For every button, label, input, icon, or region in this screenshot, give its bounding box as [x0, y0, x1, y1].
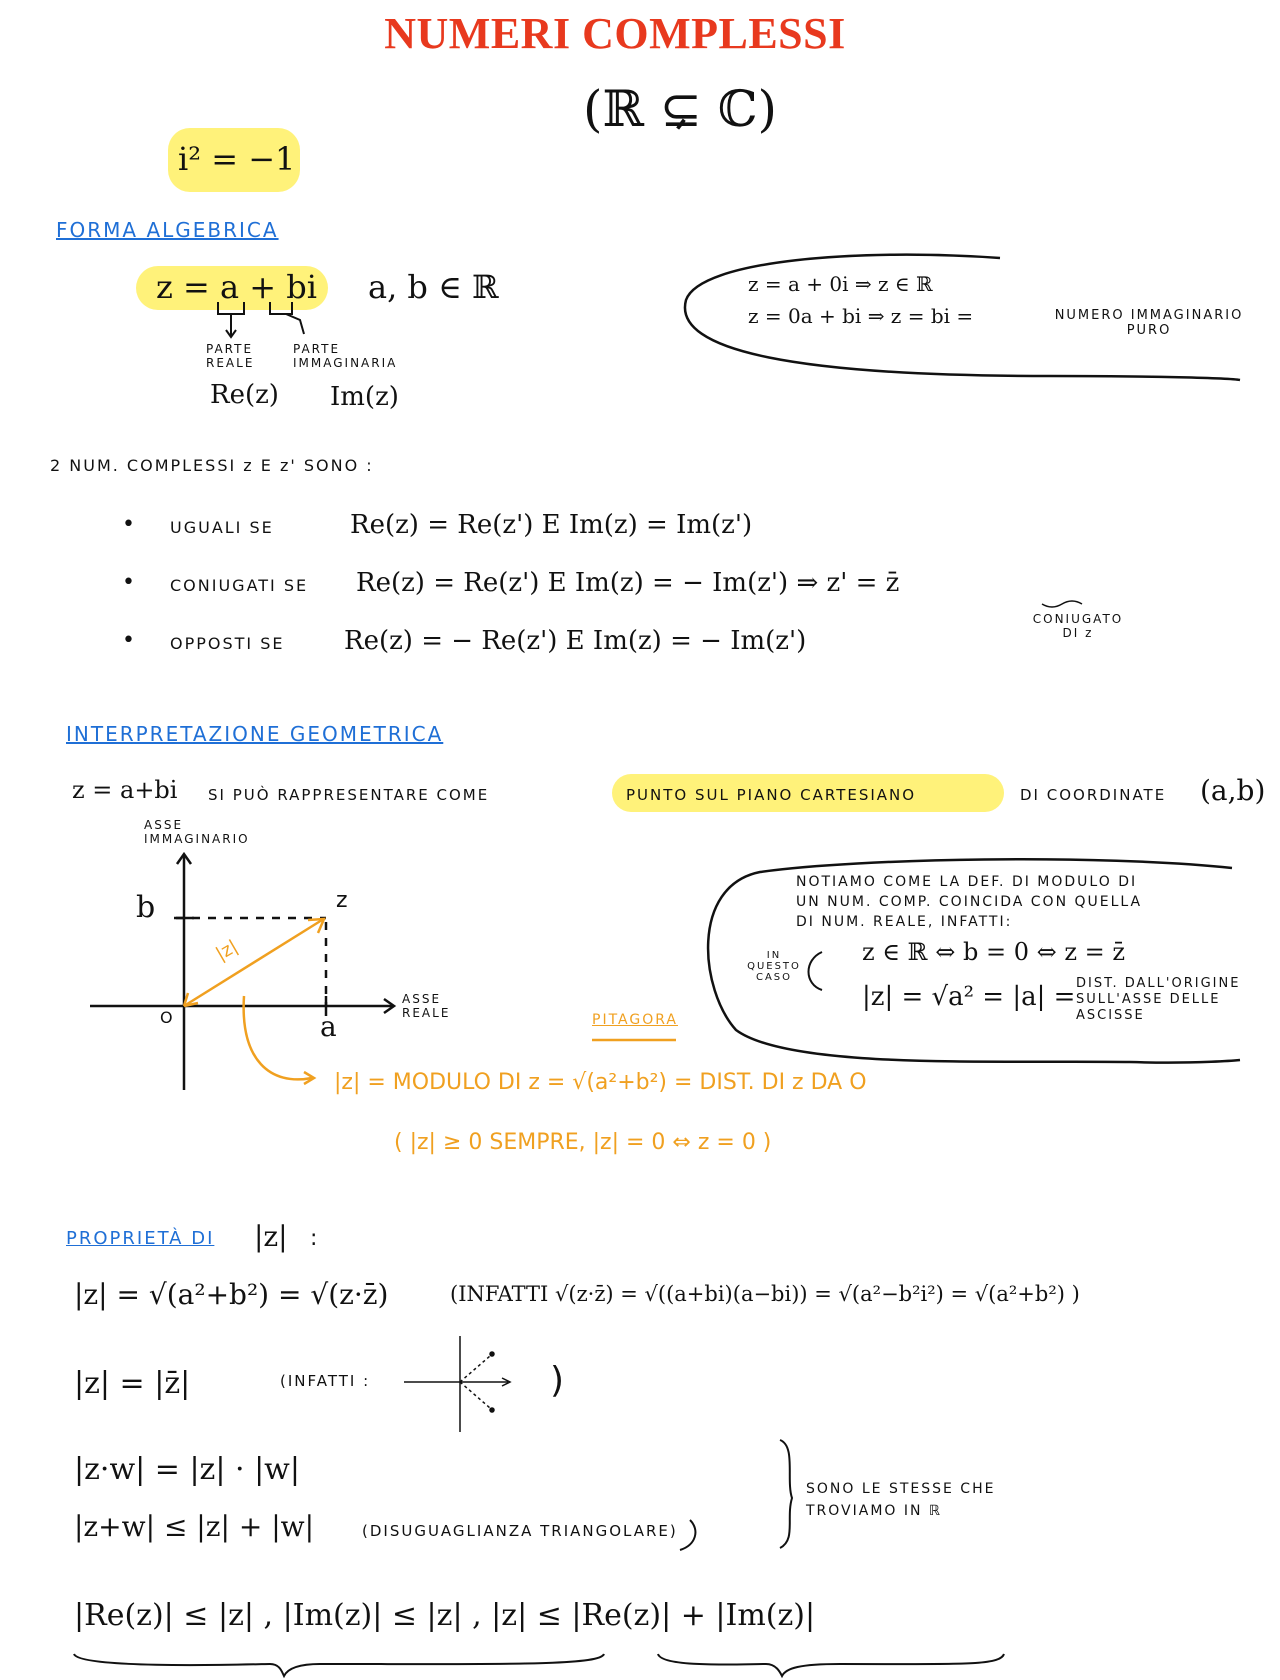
property-4: |z+w| ≤ |z| + |w|	[74, 1510, 315, 1543]
modulo-properties: ( |z| ≥ 0 SEMPRE, |z| = 0 ⇔ z = 0 )	[394, 1130, 772, 1155]
axis-imaginary-label: ASSE IMMAGINARIO	[144, 818, 250, 846]
property-3: |z·w| = |z| · |w|	[74, 1452, 300, 1487]
bubble-1-outline	[685, 255, 1240, 380]
property-1-note: (INFATTI √(z·z̄) = √((a+bi)(a−bi)) = √(a²−b²i²) = √(a²+b²) )	[450, 1282, 1080, 1306]
bubble2-line3: DI NUM. REALE, INFATTI:	[796, 914, 1013, 930]
property-1: |z| = √(a²+b²) = √(z·z̄)	[74, 1278, 389, 1311]
modulus-callout-arrow	[244, 996, 312, 1079]
bubble1-note: NUMERO IMMAGINARIO PURO	[1054, 308, 1244, 338]
bottom-brace-left	[74, 1654, 604, 1676]
bottom-inequalities: |Re(z)| ≤ |z| , |Im(z)| ≤ |z| , |z| ≤ |Re(z)| + |Im(z)|	[74, 1598, 816, 1633]
property-2-close: )	[550, 1360, 565, 1401]
geo-line-c: DI COORDINATE	[1020, 786, 1167, 804]
brace-note: SONO LE STESSE CHE TROVIAMO IN ℝ	[806, 1481, 996, 1519]
coniugati-formula: Re(z) = Re(z') E Im(z) = − Im(z') ⇒ z' = z̄	[356, 568, 900, 598]
coniugati-label: CONIUGATI SE	[170, 576, 309, 595]
geo-line-a: z = a+bi	[72, 776, 178, 804]
in-questo-caso-label: IN QUESTO CASO	[747, 950, 801, 983]
bubble2-eq1: z ∈ ℝ ⇔ b = 0 ⇔ z = z̄	[862, 938, 1126, 966]
two-numbers-intro: 2 NUM. COMPLESSI z E z' SONO :	[50, 456, 374, 475]
geo-line-b: SI PUÒ RAPPRESENTARE COME	[208, 786, 490, 804]
bubble1-line1: z = a + 0i ⇒ z ∈ ℝ	[748, 272, 933, 296]
label-a: a	[320, 1010, 337, 1043]
i-squared-formula: i² = −1	[178, 140, 296, 178]
label-modulus: |z|	[212, 936, 242, 965]
bubble2-dist-note: DIST. DALL'ORIGINE SULL'ASSE DELLE ASCISSE	[1076, 976, 1241, 1023]
property-2-note: (INFATTI :	[280, 1372, 371, 1390]
bullet-dot: •	[122, 512, 135, 537]
algebraic-domain: a, b ∈ ℝ	[368, 268, 499, 306]
proprieta-heading-modulus: |z|	[254, 1220, 288, 1253]
uguali-formula: Re(z) = Re(z') E Im(z) = Im(z')	[350, 510, 753, 540]
proprieta-heading-colon: :	[310, 1226, 318, 1251]
axis-real-label: ASSE REALE	[402, 992, 451, 1020]
mini-conjugate-diagram	[404, 1336, 510, 1432]
bullet-dot: •	[122, 628, 135, 653]
label-z: z	[336, 888, 348, 913]
algebraic-formula: z = a + bi	[156, 268, 317, 306]
pitagora-label: PITAGORA	[592, 1012, 678, 1028]
property-2: |z| = |z̄|	[74, 1366, 191, 1401]
proprieta-heading: PROPRIETÀ DI	[66, 1228, 215, 1249]
label-origin: O	[160, 1008, 173, 1027]
bubble2-line2: UN NUM. COMP. COINCIDA CON QUELLA	[796, 894, 1143, 910]
modulus-vector	[184, 920, 322, 1006]
forma-algebrica-heading: FORMA ALGEBRICA	[56, 218, 279, 242]
property-4-note: (DISUGUAGLIANZA TRIANGOLARE)	[362, 1522, 678, 1540]
geometrica-heading: INTERPRETAZIONE GEOMETRICA	[66, 722, 444, 746]
arrow-im	[286, 314, 304, 334]
im-label: Im(z)	[330, 382, 399, 412]
geo-coords: (a,b)	[1200, 774, 1266, 807]
coniugato-note: CONIUGATO DI z	[1032, 612, 1124, 640]
parte-reale-label: PARTE REALE	[206, 342, 255, 370]
page-subtitle: (ℝ ⊊ ℂ)	[583, 80, 778, 138]
bubble-2-outline	[708, 859, 1240, 1062]
label-b: b	[136, 890, 156, 925]
modulo-definition: |z| = MODULO DI z = √(a²+b²) = DIST. DI z DA O	[334, 1070, 867, 1095]
bracket-re	[218, 302, 244, 314]
bracket-im	[270, 302, 292, 314]
re-label: Re(z)	[210, 380, 279, 410]
right-curly-brace	[780, 1440, 792, 1548]
in-questo-caso-brace	[809, 952, 823, 990]
bubble2-line1: NOTIAMO COME LA DEF. DI MODULO DI	[796, 874, 1138, 890]
bullet-dot: •	[122, 570, 135, 595]
opposti-formula: Re(z) = − Re(z') E Im(z) = − Im(z')	[344, 626, 807, 656]
page-title: NUMERI COMPLESSI	[384, 9, 846, 58]
parte-immaginaria-label: PARTE IMMAGINARIA	[293, 342, 398, 370]
coniugato-squiggle	[1042, 601, 1082, 607]
bubble2-eq2: |z| = √a² = |a| =	[862, 982, 1076, 1012]
uguali-label: UGUALI SE	[170, 518, 274, 537]
geo-line-hl: PUNTO SUL PIANO CARTESIANO	[626, 786, 917, 804]
bottom-brace-right	[658, 1654, 1004, 1676]
opposti-label: OPPOSTI SE	[170, 634, 285, 653]
bubble1-line2: z = 0a + bi ⇒ z = bi =	[748, 304, 974, 328]
